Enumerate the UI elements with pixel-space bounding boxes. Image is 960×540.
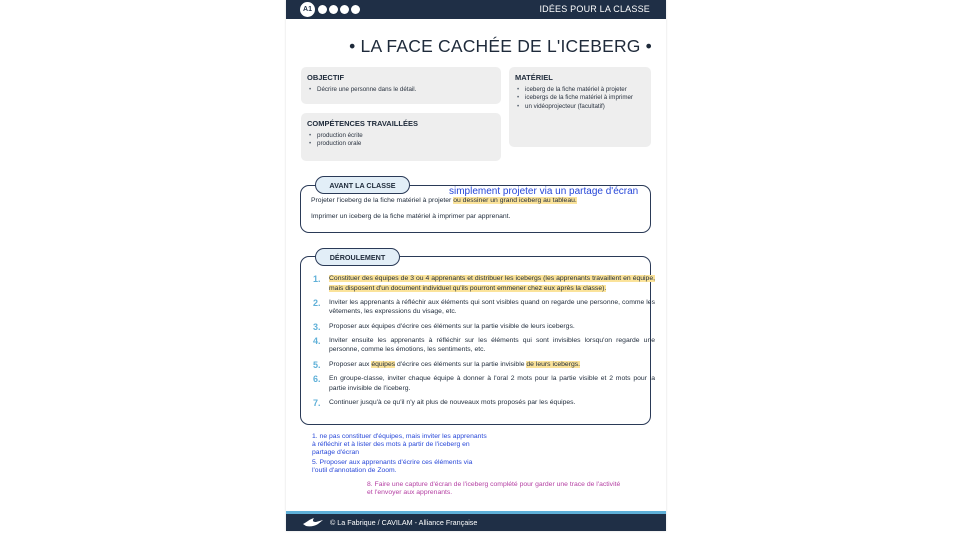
footer-credit: © La Fabrique / CAVILAM - Alliance Française	[330, 518, 478, 527]
materiel-list	[517, 86, 645, 111]
worksheet-page	[286, 0, 666, 531]
materiel-box	[509, 67, 651, 147]
page-title: • LA FACE CACHÉE DE L'ICEBERG •	[349, 36, 652, 56]
level-dot-icon	[351, 5, 360, 14]
avant-la-classe-label: AVANT LA CLASSE	[315, 176, 410, 194]
step-item	[313, 322, 655, 332]
step-text: Proposer aux	[329, 360, 372, 368]
note-line: l'outil d'annotation de Zoom.	[312, 466, 397, 474]
step-number: 1.	[313, 274, 321, 284]
avant-line-1	[311, 197, 577, 204]
note-blue-2	[312, 459, 472, 475]
list-item: • iceberg de la fiche matériel à projeter	[517, 86, 645, 94]
steps-list	[313, 274, 655, 412]
step-item	[313, 298, 655, 317]
step-text-highlight: de leurs icebergs.	[526, 360, 581, 368]
list-item: • production écrite	[309, 132, 363, 140]
step-item	[313, 360, 655, 370]
step-text-highlight: équipes	[371, 360, 396, 368]
objectif-list	[309, 86, 416, 94]
level-dot-icon	[329, 5, 338, 14]
step-text: Inviter ensuite les apprenants à réfléchir sur les éléments qui sont invisibles lorsqu'on regarde une personne, comme les émotions, les sentiments, etc.	[329, 336, 655, 354]
step-item	[313, 336, 655, 355]
step-number: 3.	[313, 321, 321, 332]
deroulement-label: DÉROULEMENT	[315, 248, 400, 266]
step-item	[313, 374, 655, 393]
note-line: 8. Faire une capture d'écran de l'iceberg complété pour garder une trace de l'activité	[367, 481, 621, 488]
note-line: 5. Proposer aux apprenants d'écrire ces éléments via	[312, 459, 473, 466]
objectif-box	[301, 67, 501, 104]
avant-line-1-text: Projeter l'iceberg de la fiche matériel à projeter	[311, 197, 454, 204]
step-text: Proposer aux équipes d'écrire ces éléments sur la partie visible de leurs icebergs.	[329, 322, 575, 330]
avant-line-2: Imprimer un iceberg de la fiche matériel à imprimer par apprenant.	[311, 213, 511, 220]
competences-list	[309, 132, 363, 149]
note-line: à réfléchir et à lister des mots à partir de l'iceberg en	[312, 440, 470, 448]
competences-box	[301, 113, 501, 161]
step-text: Continuer jusqu'à ce qu'il n'y ait plus de nouveaux mots proposés par les équipes.	[329, 398, 576, 406]
step-number: 2.	[313, 297, 321, 308]
note-line: partage d'écran	[312, 448, 360, 456]
list-item: • icebergs de la fiche matériel à imprimer	[517, 94, 645, 102]
level-badge: A1	[300, 2, 315, 17]
step-number: 5.	[313, 359, 321, 370]
level-dot-icon	[340, 5, 349, 14]
note-blue-1	[312, 433, 487, 456]
note-line: 1. ne pas constituer d'équipes, mais inviter les apprenants	[312, 433, 487, 440]
avant-line-1-highlight: ou dessiner un grand iceberg au tableau.	[453, 197, 577, 204]
step-text: En groupe-classe, inviter chaque équipe à donner à l'oral 2 mots pour la partie visible et 2 mots pour la partie invisible de l'iceberg.	[329, 375, 655, 392]
category-label: IDÉES POUR LA CLASSE	[539, 4, 650, 14]
step-text: d'écrire ces éléments sur la partie invisible	[395, 360, 527, 368]
step-number: 4.	[313, 335, 321, 346]
competences-title: COMPÉTENCES TRAVAILLÉES	[307, 119, 418, 128]
note-magenta	[367, 481, 620, 497]
list-item: • production orale	[309, 140, 363, 148]
top-bar	[286, 0, 666, 19]
step-item	[313, 398, 655, 408]
level-dot-icon	[318, 5, 327, 14]
step-text: Inviter les apprenants à réfléchir aux éléments qui sont visibles quand on regarde une personne, comme les vêtements, les expressions du visage, etc.	[329, 298, 655, 316]
step-number: 7.	[313, 397, 321, 408]
note-line: et l'envoyer aux apprenants.	[367, 488, 453, 496]
avant-annotation: simplement projeter via un partage d'écran	[449, 186, 639, 197]
deroulement-section	[300, 256, 655, 425]
step-number: 6.	[313, 374, 321, 385]
step-text-highlight: Constituer des équipes de 3 ou 4 apprenants et distribuer les icebergs (les apprenants travaillent en équipe, mais disposent d'un document individuel qu'ils pourront emmener chez eux après la classe).	[329, 275, 655, 292]
list-item: • Décrire une personne dans le détail.	[309, 86, 416, 94]
objectif-title: OBJECTIF	[307, 73, 345, 82]
step-item	[313, 274, 655, 293]
list-item: • un vidéoprojecteur (facultatif)	[517, 103, 645, 111]
bird-logo-icon	[302, 517, 324, 529]
footer-bar	[286, 511, 666, 531]
materiel-title: MATÉRIEL	[515, 73, 553, 82]
